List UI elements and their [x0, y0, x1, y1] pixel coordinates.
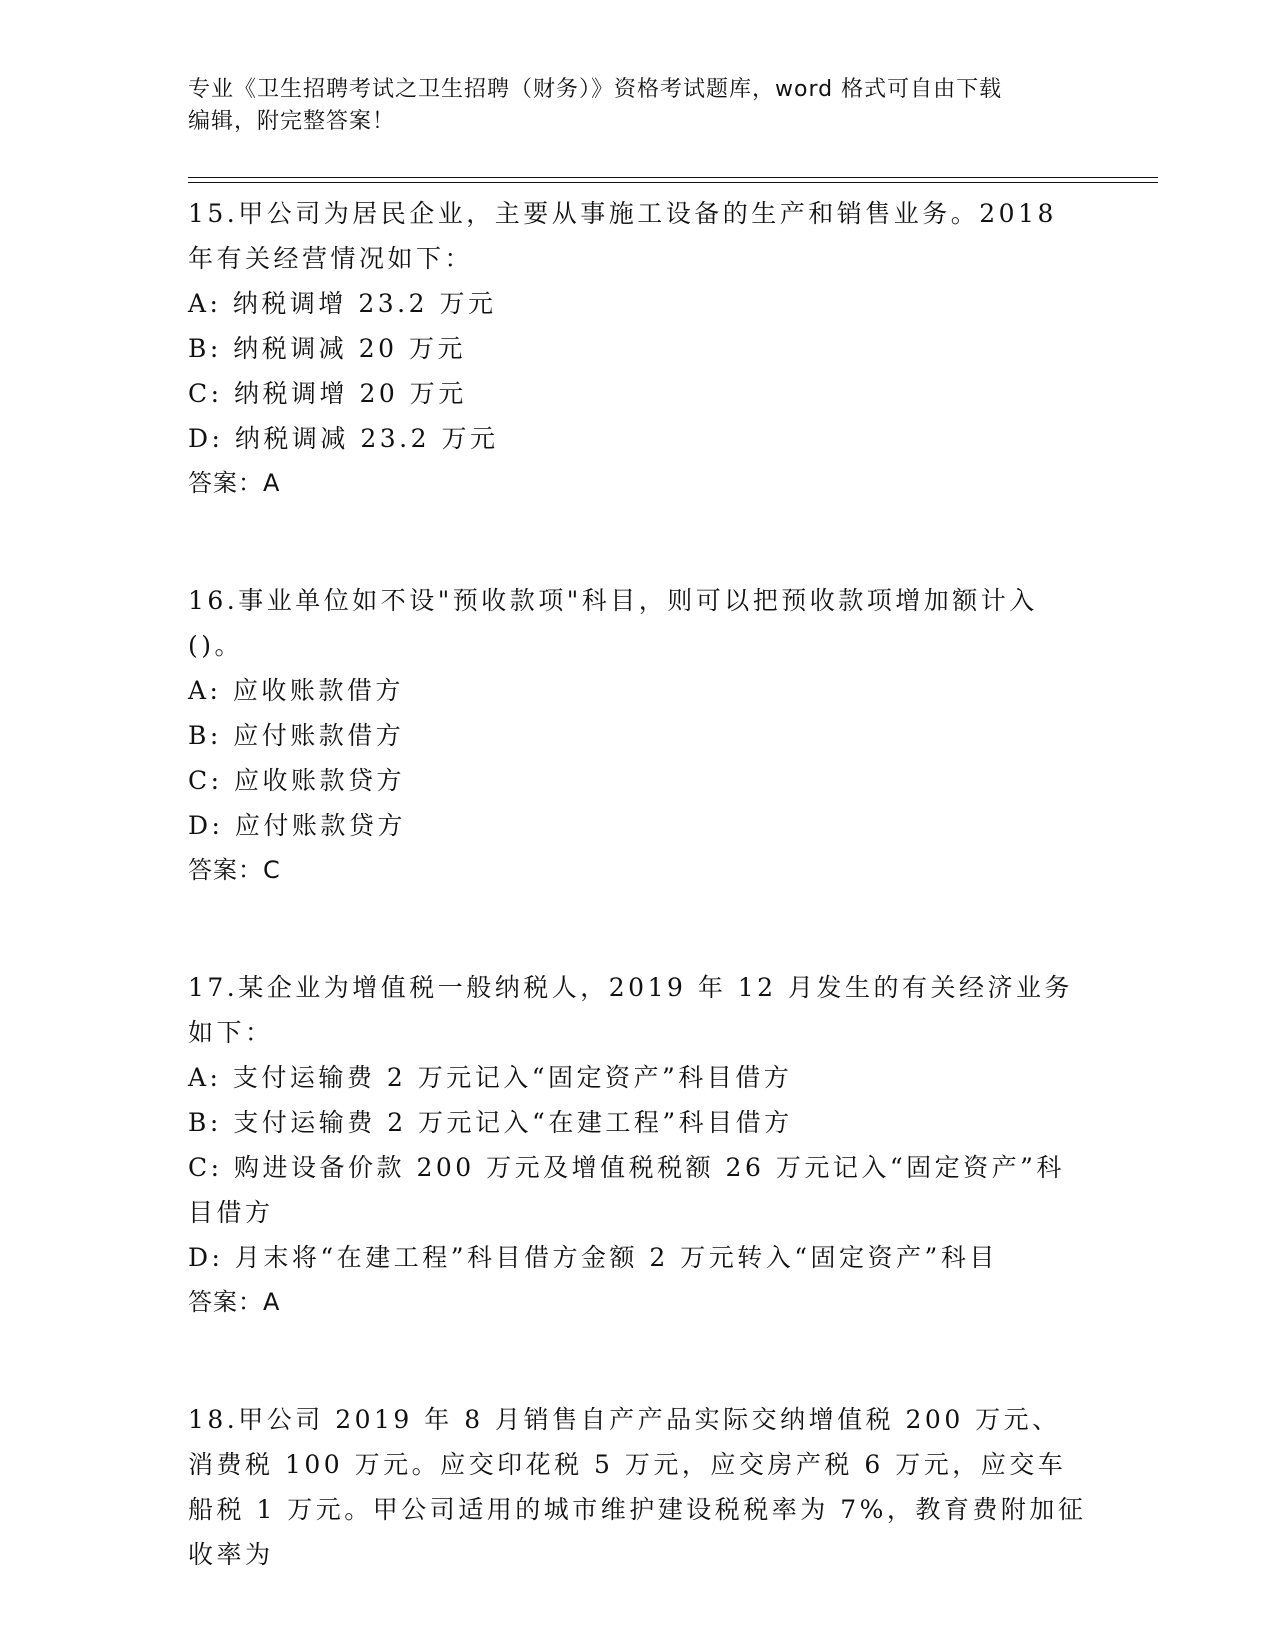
option-a: A: 支付运输费 2 万元记入“固定资产”科目借方 — [188, 1063, 793, 1092]
answer-label: 答案：A — [188, 1288, 281, 1316]
option-b: B: 支付运输费 2 万元记入“在建工程”科目借方 — [188, 1108, 793, 1137]
option-b: B: 纳税调减 20 万元 — [188, 334, 466, 363]
header-divider-bottom — [188, 182, 1158, 183]
header-line-1: 专业《卫生招聘考试之卫生招聘（财务）》资格考试题库，word 格式可自由下载 — [188, 77, 1003, 102]
header-line-2: 编辑，附完整答案！ — [188, 109, 396, 134]
option-d: D: 应付账款贷方 — [188, 811, 406, 840]
question-stem: 15.甲公司为居民企业，主要从事施工设备的生产和销售业务。2018 年有关经营情况如下： — [188, 199, 1057, 273]
option-a: A: 纳税调增 23.2 万元 — [188, 289, 497, 318]
option-c: C: 应收账款贷方 — [188, 766, 405, 795]
question-list — [188, 191, 1088, 1649]
option-c: C: 纳税调增 20 万元 — [188, 379, 467, 408]
option-d: D: 纳税调减 23.2 万元 — [188, 424, 499, 453]
question-16 — [188, 578, 1088, 893]
question-18 — [188, 1397, 1088, 1577]
question-17 — [188, 965, 1088, 1325]
question-stem: 17.某企业为增值税一般纳税人，2019 年 12 月发生的有关经济业务如下： — [188, 973, 1074, 1047]
option-d: D: 月末将“在建工程”科目借方金额 2 万元转入“固定资产”科目 — [188, 1243, 998, 1272]
header-divider-top — [188, 177, 1158, 178]
document-header — [188, 74, 1068, 138]
answer-label: 答案：C — [188, 856, 281, 884]
option-b: B: 应付账款借方 — [188, 721, 405, 750]
question-stem: 18.甲公司 2019 年 8 月销售自产产品实际交纳增值税 200 万元、消费税 100 万元。应交印花税 5 万元，应交房产税 6 万元，应交车船税 1 万元。甲公司适用的城市维护建设税税率为 7%，教育费附加征收率为 — [188, 1405, 1087, 1569]
option-a: A: 应收账款借方 — [188, 676, 404, 705]
question-stem: 16.事业单位如不设"预收款项"科目，则可以把预收款项增加额计入()。 — [188, 586, 1038, 660]
answer-label: 答案：A — [188, 469, 281, 497]
option-c: C: 购进设备价款 200 万元及增值税税额 26 万元记入“固定资产”科目借方 — [188, 1153, 1065, 1227]
question-15 — [188, 191, 1088, 506]
